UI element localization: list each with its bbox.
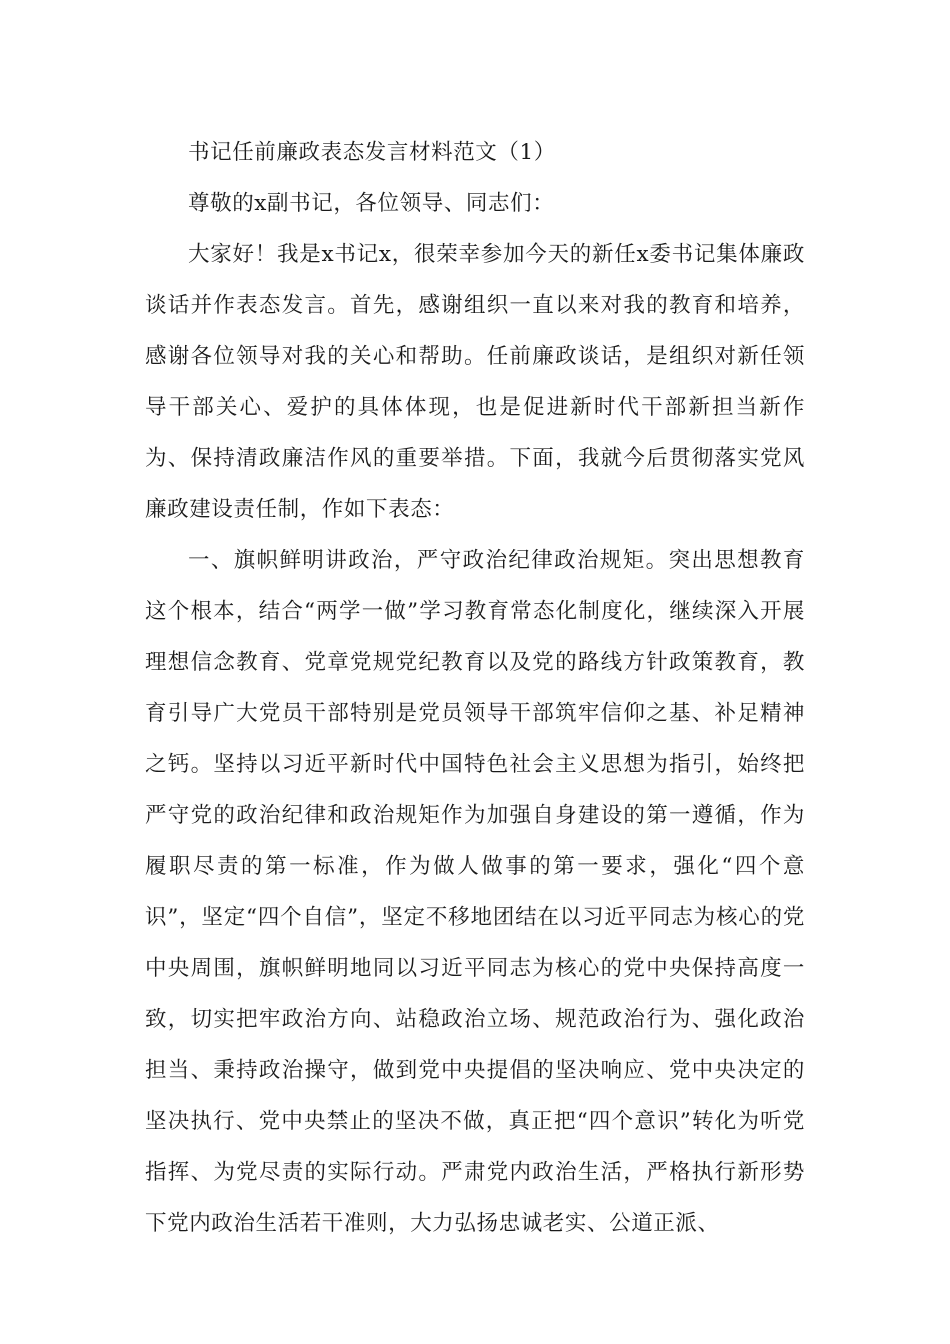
paragraph-intro: 大家好！我是x书记x，很荣幸参加今天的新任x委书记集体廉政谈话并作表态发言。首先，感谢组织一直以来对我的教育和培养，感谢各位领导对我的关心和帮助。任前廉政谈话，是组织对新任领导干部关心、爱护的具体体现，也是促进新时代干部新担当新作为、保持清政廉洁作风的重要举措。下面，我就今后贯彻落实党风廉政建设责任制，作如下表态：	[145, 242, 805, 522]
salutation: 尊敬的x副书记，各位领导、同志们：	[188, 191, 555, 216]
document-title: 书记任前廉政表态发言材料范文（1）	[188, 140, 556, 165]
document-body	[145, 127, 805, 1249]
paragraph-section-one: 一、旗帜鲜明讲政治，严守政治纪律政治规矩。突出思想教育这个根本，结合“两学一做”学习教育常态化制度化，继续深入开展理想信念教育、党章党规党纪教育以及党的路线方针政策教育，教育引导广大党员干部特别是党员领导干部筑牢信仰之基、补足精神之钙。坚持以习近平新时代中国特色社会主义思想为指引，始终把严守党的政治纪律和政治规矩作为加强自身建设的第一遵循，作为履职尽责的第一标准，作为做人做事的第一要求，强化“四个意识”，坚定“四个自信”，坚定不移地团结在以习近平同志为核心的党中央周围，旗帜鲜明地同以习近平同志为核心的党中央保持高度一致，切实把牢政治方向、站稳政治立场、规范政治行为、强化政治担当、秉持政治操守，做到党中央提倡的坚决响应、党中央决定的坚决执行、党中央禁止的坚决不做，真正把“四个意识”转化为听党指挥、为党尽责的实际行动。严肃党内政治生活，严格执行新形势下党内政治生活若干准则，大力弘扬忠诚老实、公道正派、	[145, 548, 805, 1236]
